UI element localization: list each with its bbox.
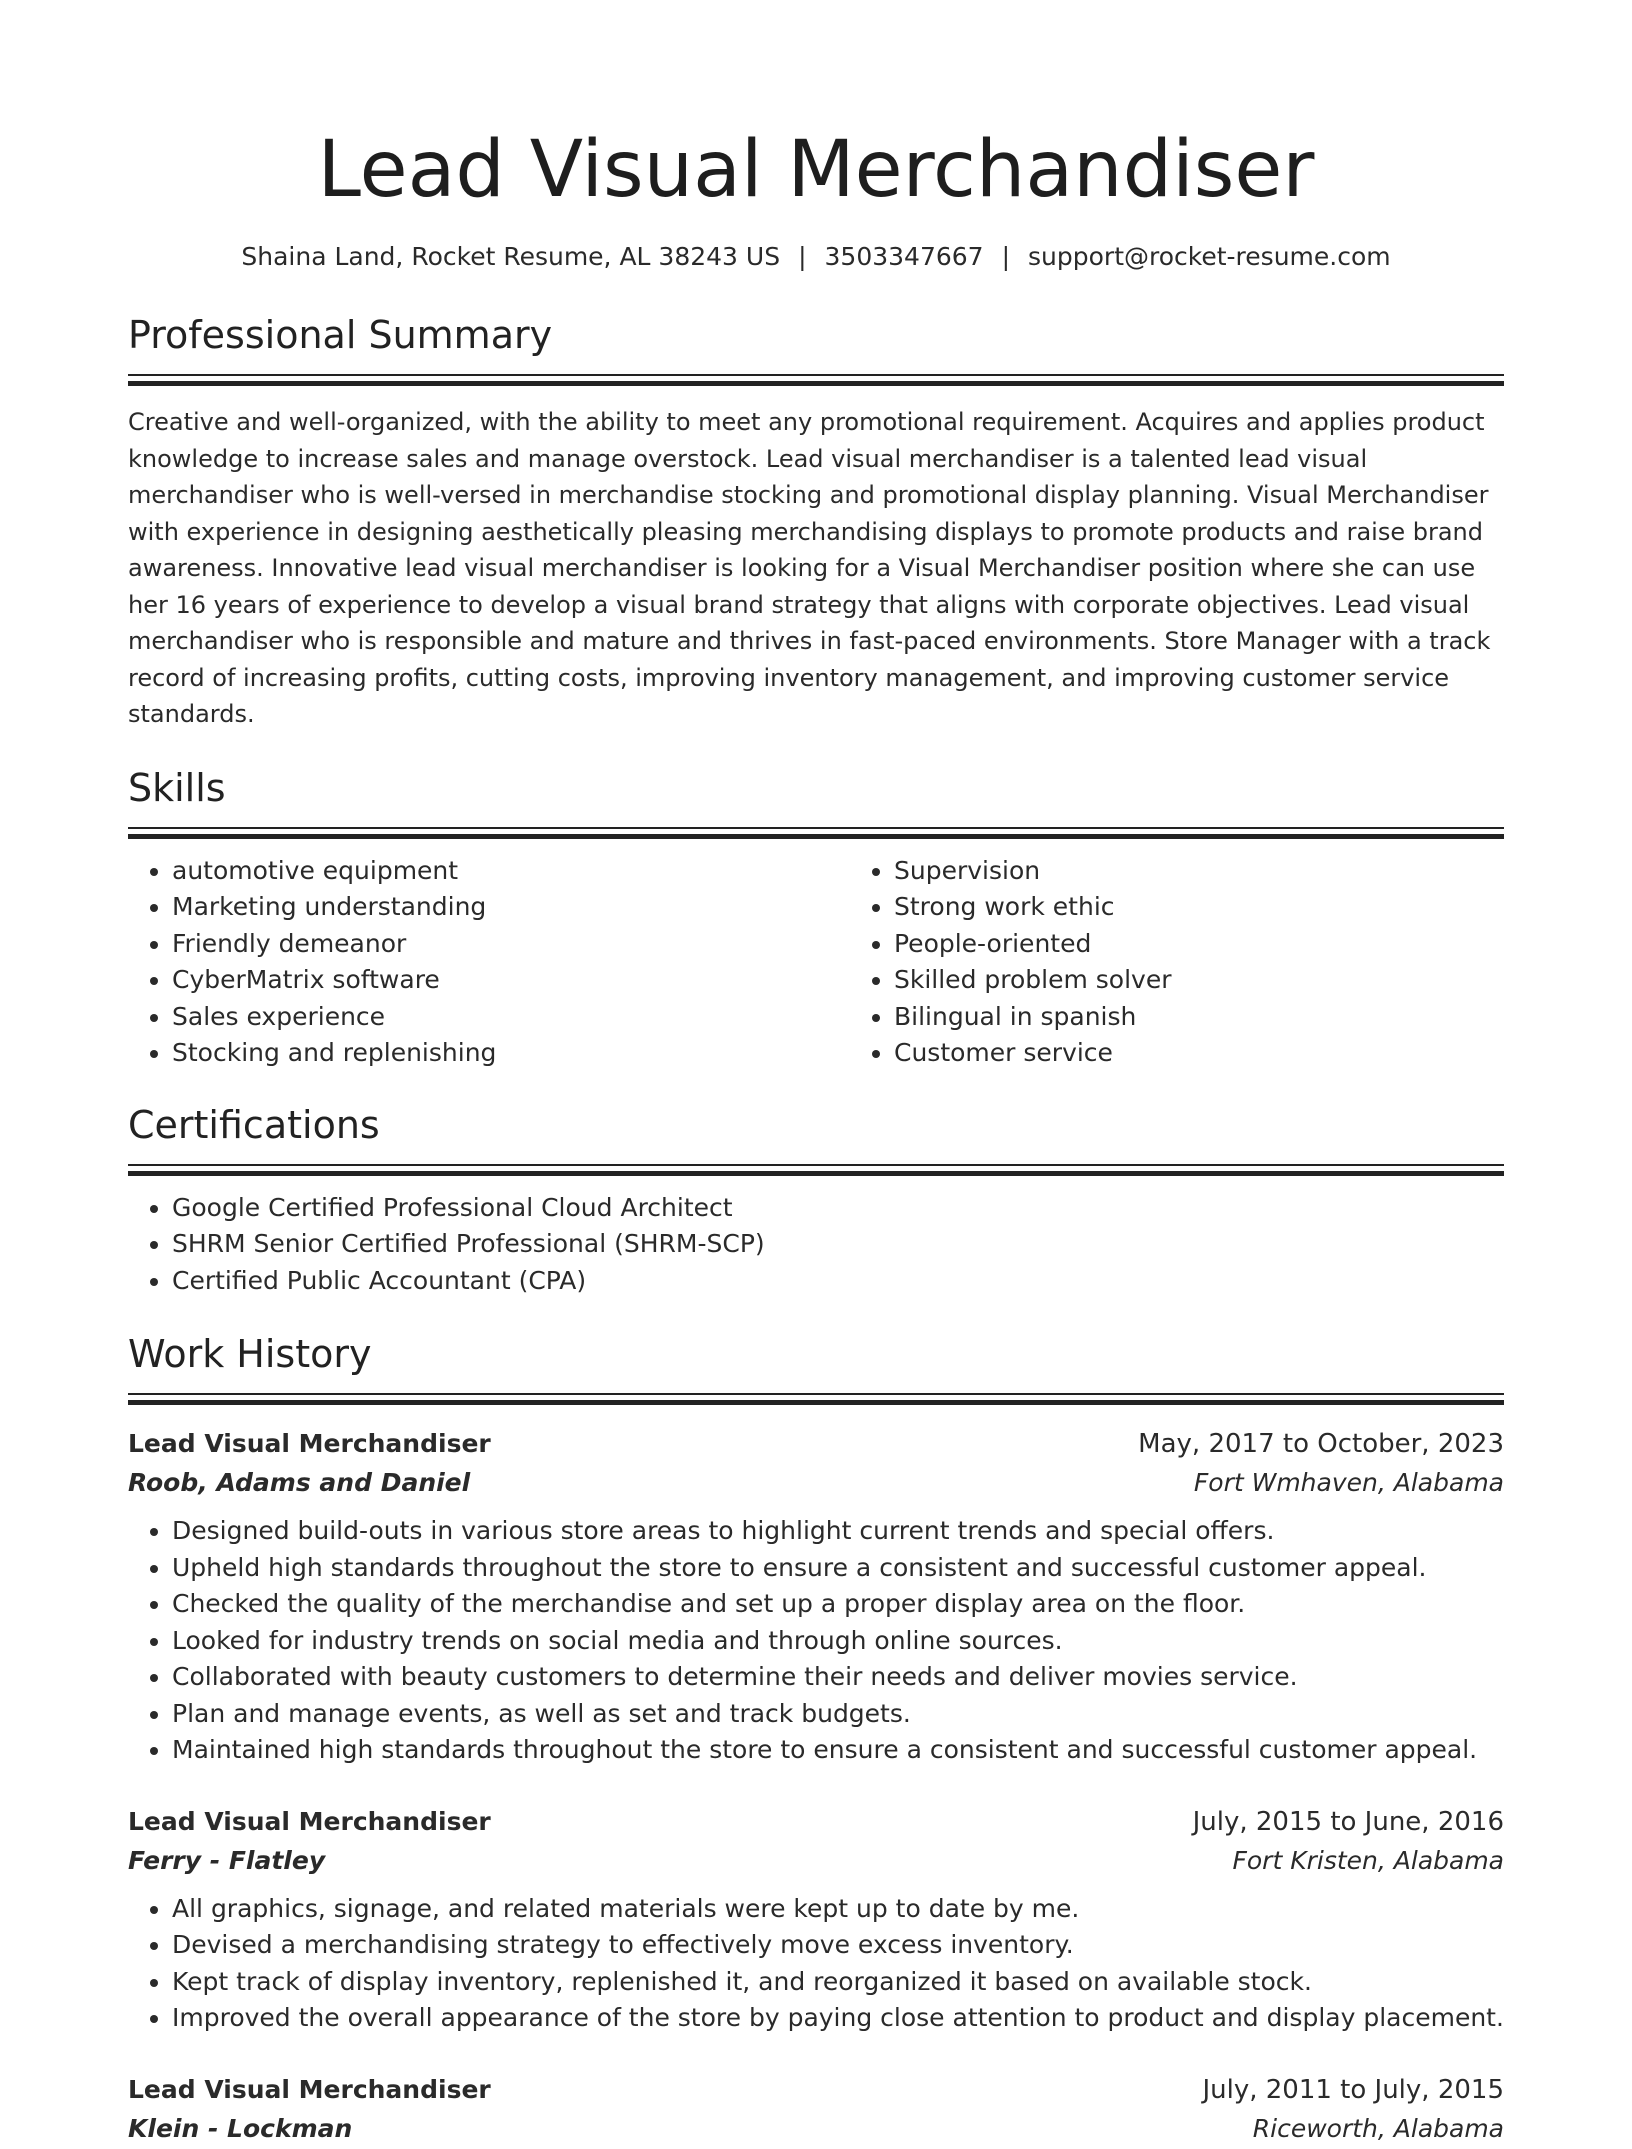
job-bullet: • Devised a merchandising strategy to effectively move excess inventory. bbox=[172, 1927, 1504, 1964]
job-title: Lead Visual Merchandiser bbox=[128, 1429, 491, 1458]
job-bullet: • Upheld high standards throughout the store to ensure a consistent and successful customer appeal. bbox=[172, 1550, 1504, 1587]
job-bullets bbox=[128, 1891, 1504, 2037]
job-bullet: • Looked for industry trends on social media and through online sources. bbox=[172, 1623, 1504, 1660]
contact-separator: | bbox=[1001, 242, 1011, 271]
job-bullet: • Plan and manage events, as well as set and track budgets. bbox=[172, 1696, 1504, 1733]
section-heading: Professional Summary bbox=[128, 313, 553, 357]
skill-item: • Customer service bbox=[894, 1035, 1572, 1072]
skills-list-right bbox=[850, 853, 1572, 1072]
section-heading: Work History bbox=[128, 1332, 372, 1376]
job-location: Fort Wmhaven, Alabama bbox=[1193, 1468, 1504, 1497]
skill-item: • CyberMatrix software bbox=[172, 962, 850, 999]
contact-address: Shaina Land, Rocket Resume, AL 38243 US bbox=[241, 242, 781, 271]
section-divider bbox=[128, 1393, 1504, 1407]
skill-item: • Friendly demeanor bbox=[172, 926, 850, 963]
certification-item: • Google Certified Professional Cloud Architect bbox=[172, 1190, 1504, 1227]
job-company: Klein - Lockman bbox=[128, 2113, 353, 2143]
job-dates: May, 2017 to October, 2023 bbox=[1138, 1429, 1504, 1459]
skill-item: • Bilingual in spanish bbox=[894, 999, 1572, 1036]
summary-text: Creative and well-organized, with the ability to meet any promotional requirement. Acquires and applies product knowledge to increase sales and manage overstock. Lead visual merchandiser is a talented lead visual merchandiser who is well-versed in merchandise stocking and promotional display planning. Visual Merchandiser with experience in designing aesthetically pleasing merchandising displays to promote products and raise brand awareness. Innovative lead visual merchandiser is looking for a Visual Merchandiser position where she can use her 16 years of experience to develop a visual brand strategy that aligns with corporate objectives. Lead visual merchandiser who is responsible and mature and thrives in fast-paced environments. Store Manager with a track record of increasing profits, cutting costs, improving inventory management, and improving customer service standards. bbox=[128, 408, 1491, 728]
job-company: Ferry - Flatley bbox=[128, 1845, 326, 1875]
job-bullet: • Kept track of display inventory, replenished it, and reorganized it based on available stock. bbox=[172, 1964, 1504, 2001]
section-divider bbox=[128, 1164, 1504, 1178]
job-company-row bbox=[128, 1841, 1504, 1881]
job-header-row bbox=[128, 1425, 1504, 1463]
job-company: Roob, Adams and Daniel bbox=[128, 1468, 471, 1497]
resume-page bbox=[128, 120, 1504, 2149]
skill-item: • People-oriented bbox=[894, 926, 1572, 963]
job-bullet: • Designed build-outs in various store areas to highlight current trends and special offers. bbox=[172, 1513, 1504, 1550]
contact-line bbox=[128, 240, 1504, 274]
skills-list-left bbox=[128, 853, 850, 1072]
job-header-row bbox=[128, 2071, 1504, 2109]
job-bullet: • Collaborated with beauty customers to determine their needs and deliver movies service. bbox=[172, 1659, 1504, 1696]
skill-item: • Skilled problem solver bbox=[894, 962, 1572, 999]
job-entry bbox=[128, 2071, 1504, 2149]
skill-item: • Marketing understanding bbox=[172, 889, 850, 926]
job-title: Lead Visual Merchandiser bbox=[128, 2074, 491, 2104]
resume-title: Lead Visual Merchandiser bbox=[317, 125, 1315, 215]
section-heading: Certifications bbox=[128, 1102, 380, 1147]
skill-item: • Stocking and replenishing bbox=[172, 1035, 850, 1072]
certification-item: • Certified Public Accountant (CPA) bbox=[172, 1263, 1504, 1300]
job-dates: July, 2011 to July, 2015 bbox=[1202, 2074, 1504, 2105]
skills-section bbox=[128, 763, 1504, 1072]
section-divider bbox=[128, 827, 1504, 841]
job-company-row bbox=[128, 2109, 1504, 2149]
certifications-section bbox=[128, 1100, 1504, 1300]
contact-phone: 3503347667 bbox=[824, 242, 984, 271]
summary-section bbox=[128, 310, 1504, 733]
job-bullets bbox=[128, 1513, 1504, 1769]
work-history-section bbox=[128, 1329, 1504, 2149]
certifications-list bbox=[128, 1190, 1504, 1300]
section-divider bbox=[128, 374, 1504, 388]
job-bullet: • Checked the quality of the merchandise and set up a proper display area on the floor. bbox=[172, 1586, 1504, 1623]
job-bullet: • Improved the overall appearance of the store by paying close attention to product and display placement. bbox=[172, 2000, 1504, 2037]
skill-item: • Strong work ethic bbox=[894, 889, 1572, 926]
certification-item: • SHRM Senior Certified Professional (SHRM-SCP) bbox=[172, 1226, 1504, 1263]
job-entry bbox=[128, 1803, 1504, 2037]
skill-item: • Sales experience bbox=[172, 999, 850, 1036]
job-dates: July, 2015 to June, 2016 bbox=[1192, 1806, 1504, 1837]
skill-item: • Supervision bbox=[894, 853, 1572, 890]
skill-item: • automotive equipment bbox=[172, 853, 850, 890]
contact-separator: | bbox=[798, 242, 807, 271]
job-location: Riceworth, Alabama bbox=[1252, 2113, 1504, 2143]
job-entry bbox=[128, 1425, 1504, 1769]
job-location: Fort Kristen, Alabama bbox=[1232, 1845, 1504, 1875]
job-bullet: • Maintained high standards throughout the store to ensure a consistent and successful customer appeal. bbox=[172, 1732, 1504, 1769]
job-header-row bbox=[128, 1803, 1504, 1841]
job-title: Lead Visual Merchandiser bbox=[128, 1806, 491, 1836]
contact-email: support@rocket-resume.com bbox=[1028, 242, 1391, 271]
skills-grid bbox=[128, 853, 1504, 1072]
job-bullet: • All graphics, signage, and related materials were kept up to date by me. bbox=[172, 1891, 1504, 1928]
job-company-row bbox=[128, 1463, 1504, 1503]
section-heading: Skills bbox=[128, 765, 226, 810]
